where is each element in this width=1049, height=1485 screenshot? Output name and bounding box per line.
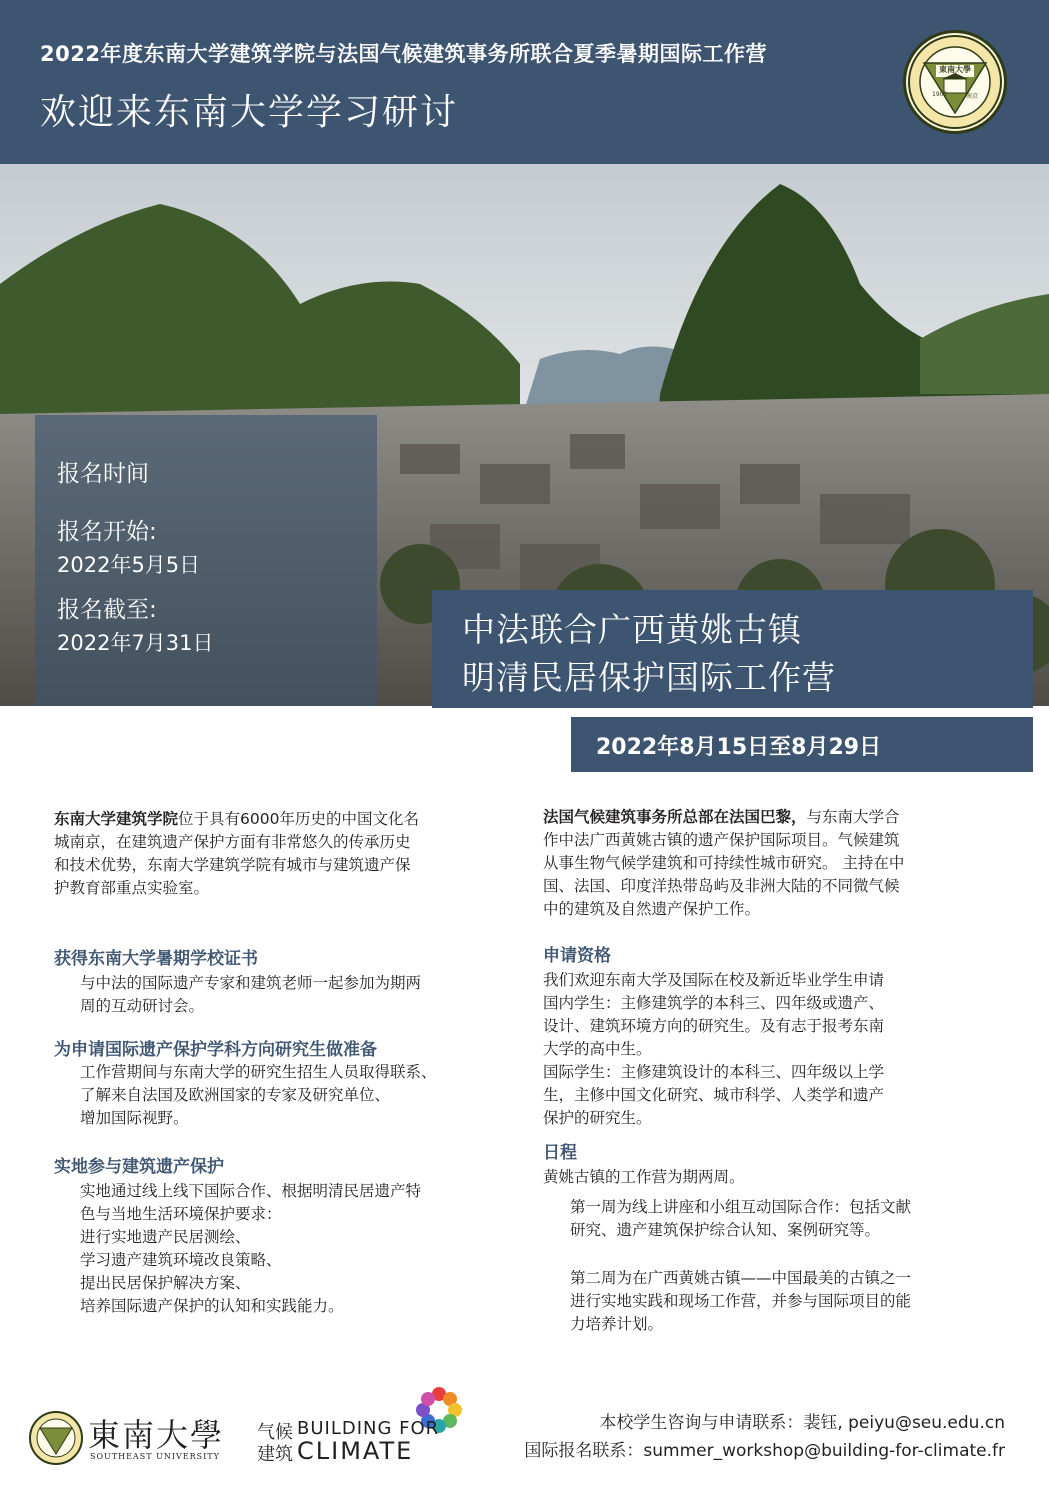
right-section1-heading: 申请资格 xyxy=(543,946,611,966)
workshop-dates: 2022年8月15日至8月29日 xyxy=(596,735,882,760)
left-intro-bold: 东南大学建筑学院 xyxy=(54,810,179,828)
right-section2-week1 xyxy=(570,1196,1010,1242)
right-intro-first-rest: 与东南大学合 xyxy=(806,808,900,826)
right-section2-week1-line: 第一周为线上讲座和小组互动国际合作：包括文献 xyxy=(570,1198,912,1216)
right-section1-line: 我们欢迎东南大学及国际在校及新近毕业学生申请 xyxy=(543,971,885,989)
workshop-title-line1: 中法联合广西黄姚古镇 xyxy=(462,610,802,649)
right-section2-intro-line: 黄姚古镇的工作营为期两周。 xyxy=(543,1168,745,1186)
workshop-title-panel xyxy=(432,590,1033,708)
right-section1-line: 国内学生：主修建筑学的本科三、四年级或遗产、 xyxy=(543,994,885,1012)
right-section1-line: 保护的研究生。 xyxy=(543,1109,652,1127)
right-intro-line: 作中法广西黄姚古镇的遗产保护国际项目。气候建筑 xyxy=(543,831,900,849)
workshop-title-line2: 明清民居保护国际工作营 xyxy=(462,658,836,697)
right-section2-intro xyxy=(543,1166,1003,1189)
right-section2-week2-line: 第二周为在广西黄姚古镇——中国最美的古镇之一 xyxy=(570,1269,912,1287)
registration-end-label: 报名截至: xyxy=(57,597,157,623)
registration-heading: 报名时间 xyxy=(57,461,149,487)
left-section2-body xyxy=(80,1061,520,1130)
right-section2-week2 xyxy=(570,1267,1010,1336)
contact-international: 国际报名联系：summer_workshop@building-for-climate.fr xyxy=(524,1441,1005,1461)
header-banner xyxy=(0,0,1049,164)
registration-start-date: 2022年5月5日 xyxy=(57,553,201,577)
bfc-cn-2: 建筑 xyxy=(257,1444,293,1465)
header-title: 欢迎来东南大学学习研讨 xyxy=(40,92,459,133)
left-section1-heading: 获得东南大学暑期学校证书 xyxy=(54,949,258,969)
seu-seal-icon xyxy=(28,1410,84,1466)
right-section1-line: 设计、建筑环境方向的研究生。及有志于报考东南 xyxy=(543,1017,885,1035)
seu-name-en: SOUTHEAST UNIVERSITY xyxy=(90,1452,220,1461)
left-section2-line: 工作营期间与东南大学的研究生招生人员取得联系、 xyxy=(80,1063,437,1081)
right-section2-week1-line: 研究、遗产建筑保护综合认知、案例研究等。 xyxy=(570,1221,881,1239)
left-section1-line: 周的互动研讨会。 xyxy=(80,997,205,1015)
southeast-university-seal xyxy=(903,30,1007,134)
left-section3-line: 实地通过线上线下国际合作、根据明清民居遗产特 xyxy=(80,1182,422,1200)
right-section2-week2-line: 力培养计划。 xyxy=(570,1315,664,1333)
right-intro-bold: 法国气候建筑事务所总部在法国巴黎， xyxy=(543,808,807,826)
left-intro-line: 位于具有6000年历史的中国文化名 xyxy=(178,810,419,828)
right-section1-line: 生，主修中国文化研究、城市科学、人类学和遗产 xyxy=(543,1086,885,1104)
right-section2-week2-line: 进行实地实践和现场工作营，并参与国际项目的能 xyxy=(570,1292,912,1310)
header-subtitle: 2022年度东南大学建筑学院与法国气候建筑事务所联合夏季暑期国际工作营 xyxy=(40,42,767,66)
left-section1-body xyxy=(80,972,520,1018)
left-section3-body xyxy=(80,1180,520,1318)
right-section2-heading: 日程 xyxy=(543,1143,577,1163)
left-section3-heading: 实地参与建筑遗产保护 xyxy=(54,1157,224,1177)
seu-name: 東南大學 xyxy=(88,1416,225,1454)
right-section1-body xyxy=(543,969,1003,1130)
right-intro-line: 国、法国、印度洋热带岛屿及非洲大陆的不同微气候 xyxy=(543,877,900,895)
left-intro xyxy=(54,808,514,900)
left-section3-line: 进行实地遗产民居测绘、 xyxy=(80,1228,251,1246)
registration-end-date: 2022年7月31日 xyxy=(57,631,214,655)
left-section3-line: 提出民居保护解决方案、 xyxy=(80,1274,251,1292)
left-section2-heading: 为申请国际遗产保护学科方向研究生做准备 xyxy=(54,1040,377,1060)
left-intro-line: 护教育部重点实验室。 xyxy=(54,879,210,897)
left-section3-line: 培养国际遗产保护的认知和实践能力。 xyxy=(80,1297,344,1315)
left-section1-line: 与中法的国际遗产专家和建筑老师一起参加为期两 xyxy=(80,974,422,992)
left-section3-line: 色与当地生活环境保护要求： xyxy=(80,1205,282,1223)
registration-start-label: 报名开始: xyxy=(57,519,157,545)
seu-footer-logo xyxy=(28,1408,228,1468)
seal-year: 1902 xyxy=(932,91,948,98)
seal-city: 南京 xyxy=(966,93,979,100)
workshop-dates-panel xyxy=(571,717,1033,772)
bfc-en-1: BUILDING FOR xyxy=(297,1418,440,1439)
right-intro xyxy=(543,806,1003,921)
left-section2-line: 增加国际视野。 xyxy=(80,1109,189,1127)
left-section3-line: 学习遗产建筑环境改良策略、 xyxy=(80,1251,282,1269)
right-intro-line: 从事生物气候学建筑和可持续性城市研究。 主持在中 xyxy=(543,854,905,872)
right-section1-line: 国际学生：主修建筑设计的本科三、四年级以上学 xyxy=(543,1063,885,1081)
bfc-cn-1: 气候 xyxy=(257,1422,293,1443)
bfc-en-2: CLIMATE xyxy=(297,1437,414,1465)
contact-seu: 本校学生咨询与申请联系：裴钰, peiyu@seu.edu.cn xyxy=(599,1413,1005,1433)
left-intro-line: 和技术优势，东南大学建筑学院有城市与建筑遗产保 xyxy=(54,856,411,874)
right-intro-line: 中的建筑及自然遗产保护工作。 xyxy=(543,900,761,918)
left-section2-line: 了解来自法国及欧洲国家的专家及研究单位、 xyxy=(80,1086,391,1104)
seal-inner-text: 東南大學 xyxy=(939,64,971,74)
left-intro-line: 城南京，在建筑遗产保护方面有非常悠久的传承历史 xyxy=(54,833,411,851)
building-for-climate-logo xyxy=(257,1382,477,1472)
right-section1-line: 大学的高中生。 xyxy=(543,1040,652,1058)
registration-panel xyxy=(35,415,377,706)
